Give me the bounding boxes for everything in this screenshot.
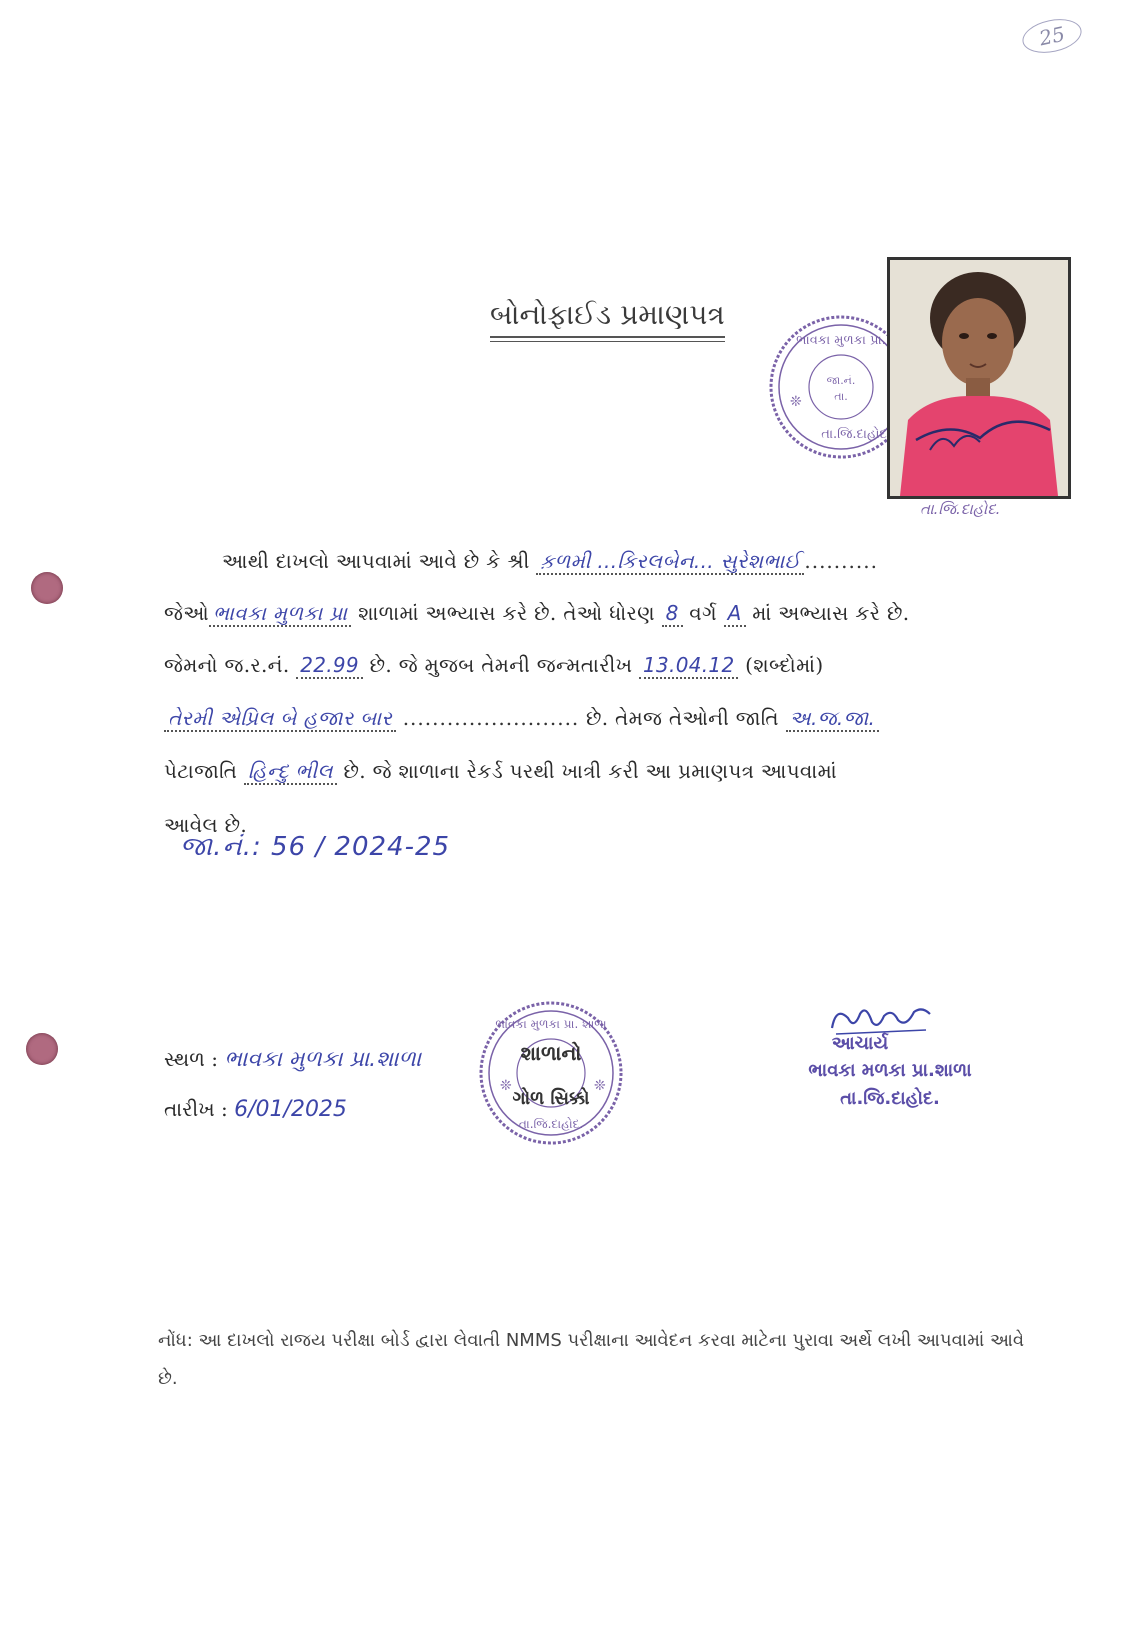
line3-suffix: (શબ્દોમાં) — [745, 653, 824, 677]
line3-mid: છે. જે મુજબ તેમની જન્મતારીખ — [369, 653, 633, 677]
principal-place: તા.જિ.દાહોદ. — [840, 1088, 940, 1109]
svg-text:તા.જિ.દાહોદ: તા.જિ.દાહોદ — [821, 427, 887, 442]
line5-prefix: પેટાજાતિ — [164, 759, 238, 783]
line1-dots: .......... — [804, 549, 878, 573]
dispatch-number: જા.નં.: 56 / 2024-25 — [180, 832, 451, 862]
line1-prefix: આથી દાખલો આપવામાં આવે છે કે શ્રી — [222, 549, 530, 573]
standard: 8 — [662, 601, 683, 627]
svg-text:❊: ❊ — [500, 1078, 512, 1094]
student-photo — [887, 257, 1071, 499]
body-line-5 — [164, 756, 1088, 786]
punch-hole — [26, 1033, 58, 1065]
svg-text:❊: ❊ — [594, 1078, 606, 1094]
svg-text:ભાવકા મુળકા પ્રા.: ભાવકા મુળકા પ્રા. — [796, 333, 886, 348]
place-label: સ્થળ : — [164, 1047, 218, 1071]
footnote: નોંધ: આ દાખલો રાજય પરીક્ષા બોર્ડ દ્વારા લેવાતી NMMS પરીક્ષાના આવેદન કરવા માટેના પુરાવા અર્થે લખી આપવામાં આવે છે. — [158, 1330, 1025, 1389]
line5-suffix: છે. જે શાળાના રેકર્ડ પરથી ખાત્રી કરી આ પ્રમાણપત્ર આપવામાં — [343, 759, 837, 783]
svg-text:❊: ❊ — [790, 394, 802, 410]
division: A — [724, 601, 746, 627]
place-value: ભાવકા મુળકા પ્રા.શાળા — [224, 1047, 422, 1072]
body-line-2 — [164, 598, 1088, 628]
birth-date: 13.04.12 — [639, 653, 738, 679]
place-row — [164, 1047, 421, 1072]
body-line-4: તેરમી એપ્રિલ બે હજાર બાર ........................ છે. તેમજ તેઓની જાતિ અ.જ.જા. — [164, 703, 1088, 733]
date-value: 6/01/2025 — [234, 1097, 347, 1122]
svg-text:તા.: તા. — [834, 390, 848, 403]
student-name: ક઼ળમી ...કિરલબેન... સુરેશભાઈ — [536, 549, 804, 575]
sub-caste: હિન્દુ ભીલ — [244, 759, 337, 785]
line2-varg: વર્ગ — [689, 601, 717, 625]
line2-prefix: જેઓ — [164, 601, 209, 625]
certificate-title: બોનોફાઈડ પ્રમાણપત્ર — [490, 298, 725, 338]
date-label: તારીખ : — [164, 1097, 228, 1121]
body-line-3 — [164, 650, 1088, 680]
body-line-1 — [222, 546, 1088, 576]
round-school-seal — [476, 998, 626, 1148]
body-line-6: આવેલ છે. — [164, 813, 247, 837]
line3-prefix: જેમનો જ.ર.નં. — [164, 653, 290, 677]
seal-line-2: ગોળ સિક્કો — [512, 1088, 590, 1109]
photo-stamp-text: તા.જિ.દાહોદ. — [920, 500, 1001, 518]
birth-date-words: તેરમી એપ્રિલ બે હજાર બાર — [164, 706, 396, 732]
date-row — [164, 1097, 347, 1122]
principal-school: ભાવકા મળકા પ્રા.શાળા — [808, 1060, 972, 1081]
seal-line-1: શાળાનો — [520, 1041, 582, 1065]
page-number: 25 — [1019, 14, 1084, 58]
school-name: ભાવકા મુળકા પ્રા — [209, 601, 351, 627]
caste: અ.જ.જા. — [786, 706, 880, 732]
svg-text:જા.નં.: જા.નં. — [826, 374, 856, 387]
punch-hole — [31, 572, 63, 604]
principal-title: આચાર્ય — [831, 1033, 889, 1054]
svg-text:તા.જિ.દાહોદ.: તા.જિ.દાહોદ. — [518, 1117, 584, 1131]
svg-text:ભાવકા મુળકા પ્રા. શાળા: ભાવકા મુળકા પ્રા. શાળા — [495, 1017, 607, 1031]
gr-number: 22.99 — [296, 653, 363, 679]
line2-mid: શાળામાં અભ્યાસ કરે છે. તેઓ ધોરણ — [358, 601, 655, 625]
line2-suffix: માં અભ્યાસ કરે છે. — [752, 601, 910, 625]
line4-mid: છે. તેમજ તેઓની જાતિ — [585, 706, 779, 730]
